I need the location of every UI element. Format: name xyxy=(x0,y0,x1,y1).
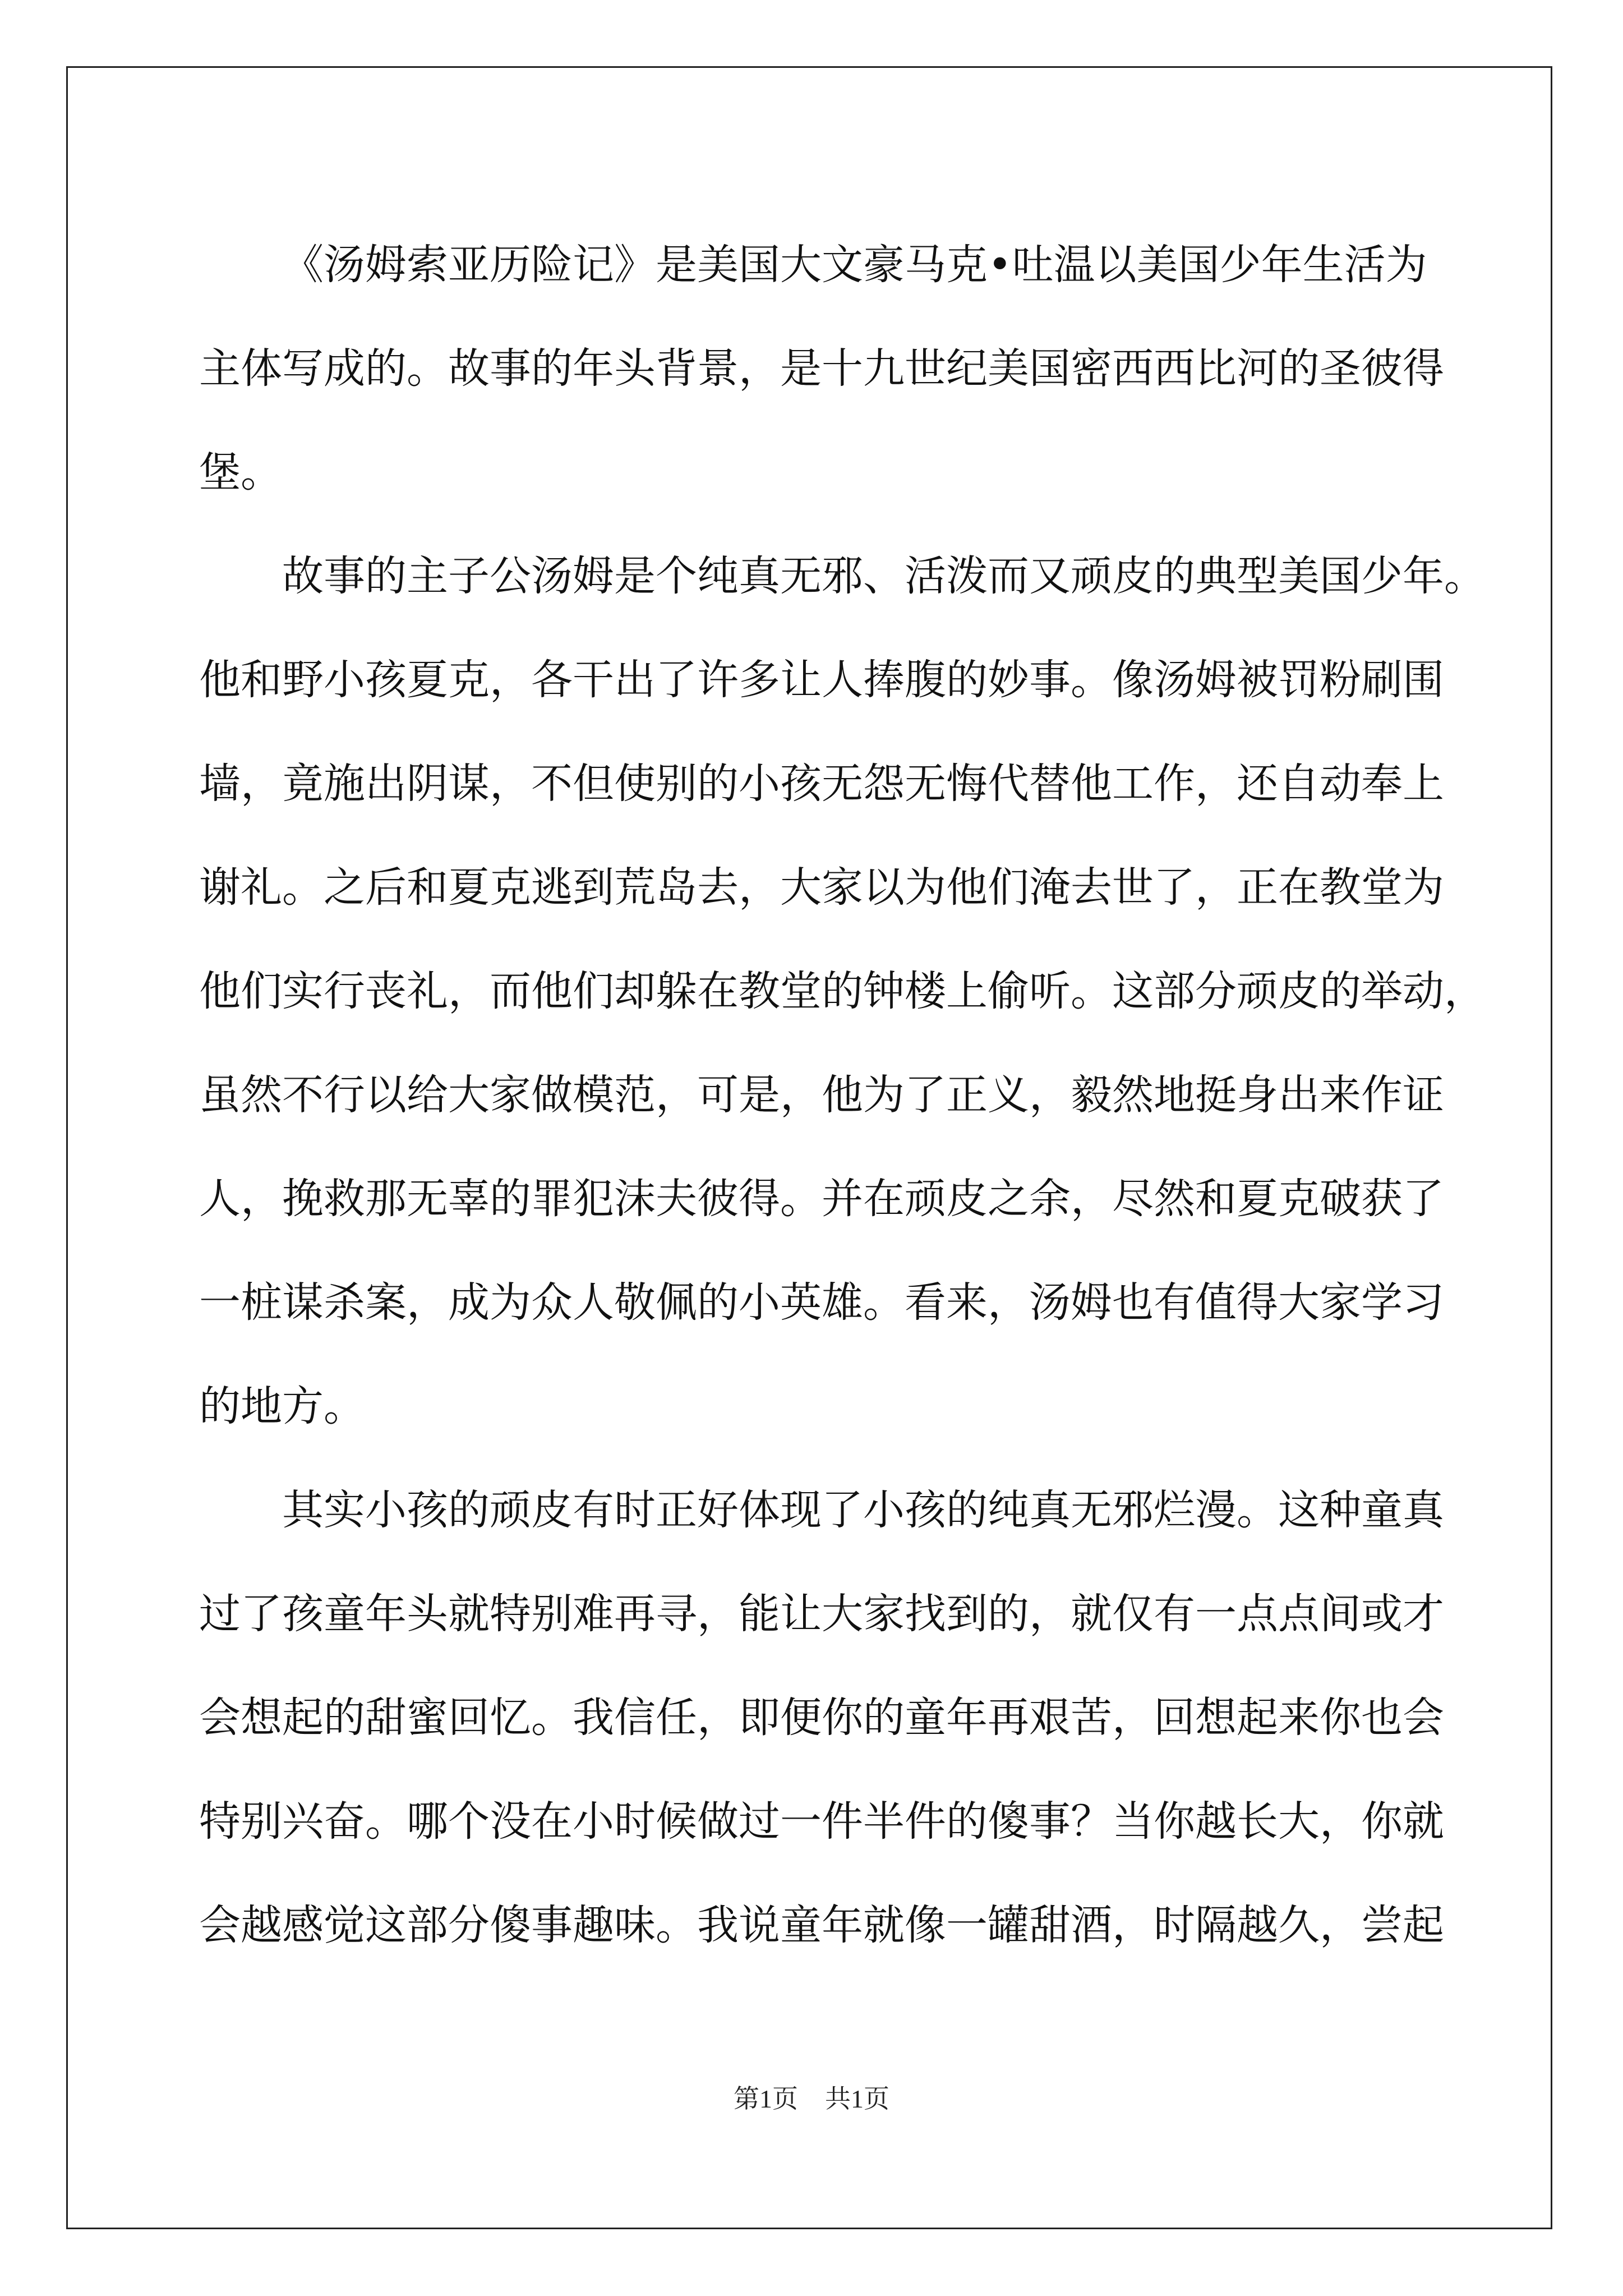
text-line: 会想起的甜蜜回忆。我信任，即便你的童年再艰苦，回想起来你也会 xyxy=(199,1694,1444,1742)
text-line: 一桩谋杀案，成为众人敬佩的小英雄。看来，汤姆也有值得大家学习 xyxy=(199,1278,1444,1327)
text-line: 墙，竟施出阴谋，不但使别的小孩无怨无悔代替他工作，还自动奉上 xyxy=(199,760,1444,808)
page-number: 第1页 xyxy=(734,2085,798,2113)
text-line: 他们实行丧礼，而他们却躲在教堂的钟楼上偷听。这部分顽皮的举动， xyxy=(199,967,1486,1015)
text-line: 故事的主子公汤姆是个纯真无邪、活泼而又顽皮的典型美国少年。 xyxy=(282,552,1486,600)
text-line: 堡。 xyxy=(199,448,282,496)
document-body xyxy=(199,213,1486,1977)
text-line: 的地方。 xyxy=(199,1382,365,1430)
total-pages: 共1页 xyxy=(825,2085,889,2113)
text-line: 过了孩童年头就特别难再寻，能让大家找到的，就仅有一点点间或才 xyxy=(199,1590,1444,1638)
text-line: 谢礼。之后和夏克逃到荒岛去，大家以为他们淹去世了，正在教堂为 xyxy=(199,863,1444,912)
text-line: 其实小孩的顽皮有时正好体现了小孩的纯真无邪烂漫。这种童真 xyxy=(282,1486,1444,1534)
text-line: 主体写成的。故事的年头背景，是十九世纪美国密西西比河的圣彼得 xyxy=(199,344,1444,393)
text-line: 特别兴奋。哪个没在小时候做过一件半件的傻事？当你越长大，你就 xyxy=(199,1797,1444,1846)
text-line: 会越感觉这部分傻事趣味。我说童年就像一罐甜酒，时隔越久，尝起 xyxy=(199,1901,1444,1949)
text-line: 他和野小孩夏克，各干出了许多让人捧腹的妙事。像汤姆被罚粉刷围 xyxy=(199,656,1444,704)
page-footer xyxy=(0,2082,1623,2116)
text-line: 人，挽救那无辜的罪犯沫夫彼得。并在顽皮之余，尽然和夏克破获了 xyxy=(199,1175,1444,1223)
text-line: 《汤姆索亚历险记》是美国大文豪马克•吐温以美国少年生活为 xyxy=(282,241,1427,289)
text-line: 虽然不行以给大家做模范，可是，他为了正义，毅然地挺身出来作证 xyxy=(199,1071,1444,1119)
